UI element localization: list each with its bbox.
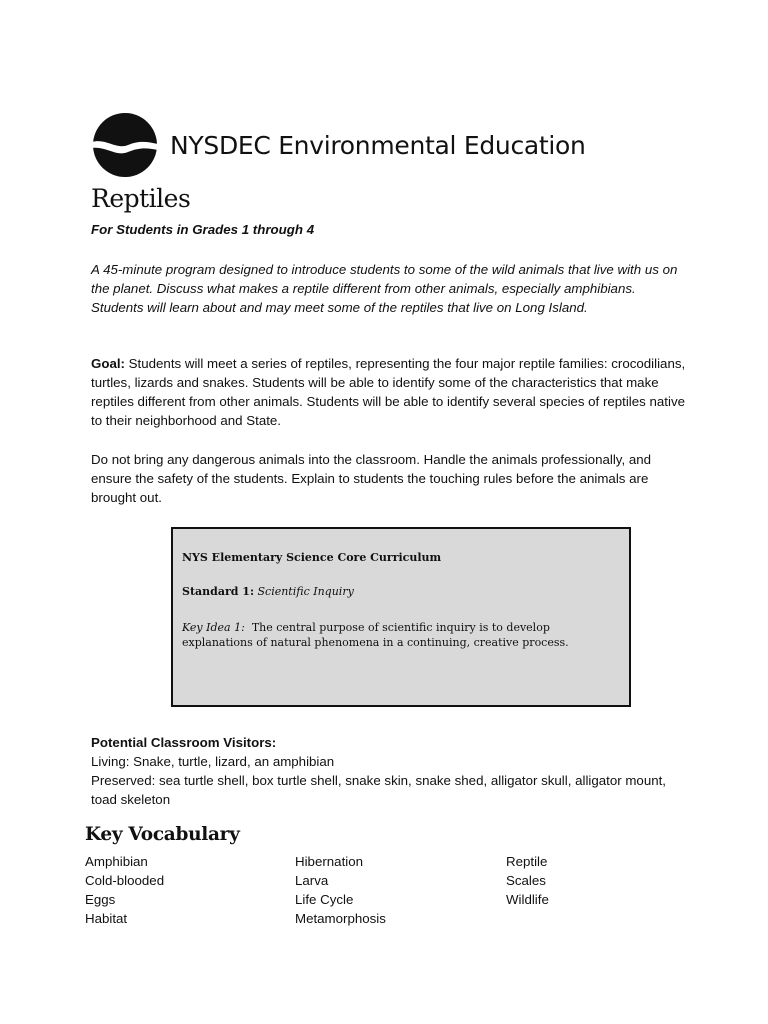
vocab-item: Life Cycle <box>295 892 354 907</box>
safety-paragraph: Do not bring any dangerous animals into the classroom. Handle the animals professionally, and ensure the safety of the students. Explain to students the touching rules before the animals are brought out. <box>91 452 652 505</box>
visitors-living: Living: Snake, turtle, lizard, an amphibian <box>91 754 335 769</box>
page-title: Reptiles <box>91 184 191 213</box>
intro-paragraph: A 45-minute program designed to introduce students to some of the wild animals that live with us on the planet. Discuss what makes a reptile different from other animals, especially amphibians. Students will learn about and may meet some of the reptiles that live on Long Island. <box>91 262 678 315</box>
curriculum-title: NYS Elementary Science Core Curriculum <box>182 551 442 564</box>
vocab-item: Reptile <box>506 854 548 869</box>
org-name: NYSDEC Environmental Education <box>170 130 586 160</box>
vocabulary-column-1 <box>85 852 164 928</box>
vocabulary-column-3 <box>506 852 549 909</box>
vocab-item: Metamorphosis <box>295 911 386 926</box>
curriculum-box <box>171 527 631 707</box>
goal-label: Goal: <box>91 356 125 371</box>
vocab-item: Eggs <box>85 892 116 907</box>
vocabulary-heading: Key Vocabulary <box>85 824 240 845</box>
standard-label: Standard 1: <box>182 585 254 598</box>
goal-text: Students will meet a series of reptiles, representing the four major reptile families: crocodilians, turtles, lizards and snakes. Students will be able to identify some of the characteristics that make reptiles different from other animals. Students will be able to identify several species of reptiles native to their neighborhood and State. <box>91 356 686 428</box>
goal-paragraph <box>91 354 691 430</box>
visitors-heading: Potential Classroom Visitors: <box>91 735 277 750</box>
curriculum-standard <box>182 585 354 598</box>
vocab-item: Habitat <box>85 911 128 926</box>
vocab-item: Wildlife <box>506 892 549 907</box>
visitors-preserved: Preserved: sea turtle shell, box turtle shell, snake skin, snake shed, alligator skull, alligator mount, toad skeleton <box>91 773 667 807</box>
vocab-item: Scales <box>506 873 546 888</box>
visitors-section <box>91 733 691 809</box>
vocabulary-column-2 <box>295 852 386 928</box>
curriculum-key-idea <box>182 620 622 650</box>
vocab-item: Amphibian <box>85 854 148 869</box>
key-idea-label: Key Idea 1: <box>182 621 245 634</box>
grade-subtitle: For Students in Grades 1 through 4 <box>91 222 315 237</box>
nysdec-logo-icon <box>92 112 158 178</box>
standard-value: Scientific Inquiry <box>257 585 354 598</box>
vocab-item: Hibernation <box>295 854 364 869</box>
header <box>92 110 586 180</box>
key-idea-text: The central purpose of scientific inquiry is to develop explanations of natural phenomena in a continuing, creative process. <box>182 621 569 649</box>
vocab-item: Larva <box>295 873 329 888</box>
vocab-item: Cold-blooded <box>85 873 165 888</box>
